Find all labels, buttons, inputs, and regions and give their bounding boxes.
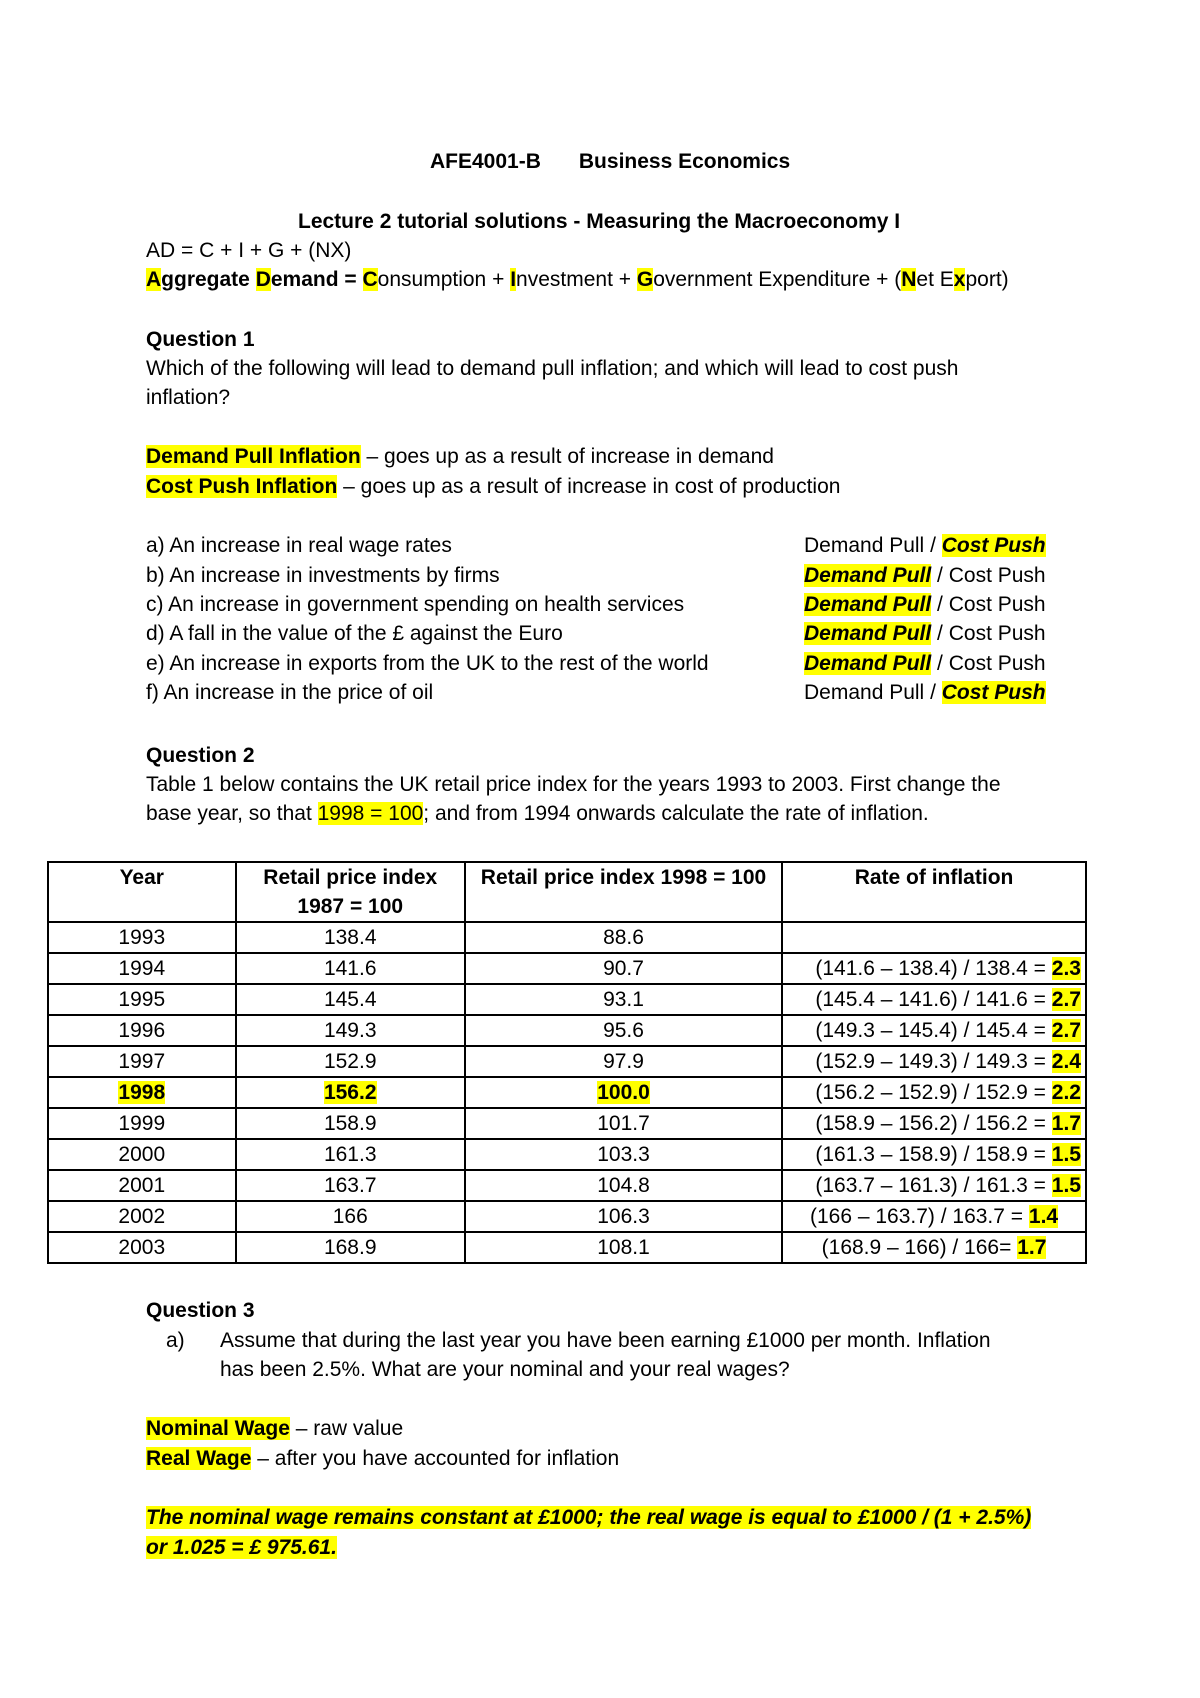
cell-rpi-1987 — [236, 1232, 465, 1263]
table-row — [48, 922, 1086, 953]
cell-year — [48, 1077, 236, 1108]
course-title — [430, 148, 790, 176]
cell-year — [48, 1139, 236, 1170]
item-answer — [804, 650, 1046, 678]
word-export: port) — [965, 268, 1009, 291]
cell-rpi-1998-value: 95.6 — [603, 1019, 644, 1042]
cell-rpi-1987 — [236, 984, 465, 1015]
option-demand-pull: Demand Pull — [804, 593, 932, 616]
item-answer — [804, 562, 1046, 590]
item-text: e) An increase in exports from the UK to the rest of the world — [146, 652, 709, 675]
cell-year — [48, 953, 236, 984]
text-segment: ; and from 1994 onwards calculate the rate of inflation. — [423, 802, 929, 825]
cell-rate — [782, 922, 1086, 953]
option-cost-push: Cost Push — [948, 593, 1046, 616]
cell-rpi-1998-value: 90.7 — [603, 957, 644, 980]
item-answer — [804, 591, 1046, 619]
cell-rpi-1987-value: 145.4 — [323, 988, 377, 1011]
definition-cost-push — [146, 473, 840, 501]
cell-year — [48, 922, 236, 953]
ad-formula: AD = C + I + G + (NX) — [146, 239, 352, 262]
letter-g: G — [636, 268, 654, 291]
cell-rate — [782, 1046, 1086, 1077]
cell-rpi-1998-value: 108.1 — [597, 1236, 650, 1259]
cell-rpi-1998-value: 97.9 — [603, 1050, 644, 1073]
cell-rpi-1998-value: 106.3 — [597, 1205, 650, 1228]
item-answer — [804, 679, 1046, 707]
cell-rpi-1987 — [236, 1015, 465, 1046]
rate-calculation: (166 – 163.7) / 163.7 = — [809, 1205, 1029, 1228]
cell-rpi-1987 — [236, 1077, 465, 1108]
word-government: overnment Expenditure + ( — [653, 268, 902, 291]
cell-year-value: 1993 — [118, 926, 166, 949]
cell-rate — [782, 1139, 1086, 1170]
cell-rpi-1998 — [465, 984, 782, 1015]
word-aggregate: ggregate — [161, 268, 256, 291]
question-2-text: Table 1 below contains the UK retail price index for the years 1993 to 2003. First change the — [146, 773, 1001, 796]
cell-rate — [782, 1077, 1086, 1108]
cell-rpi-1987 — [236, 1139, 465, 1170]
cell-rpi-1987 — [236, 1170, 465, 1201]
question-2-text-cont — [146, 800, 929, 828]
cell-rpi-1998 — [465, 1108, 782, 1139]
question-3a-label: a) — [166, 1329, 185, 1352]
page-subtitle: Lecture 2 tutorial solutions - Measuring the Macroeconomy I — [298, 210, 901, 233]
course-code: AFE4001-B — [430, 150, 541, 173]
cell-rate — [782, 1015, 1086, 1046]
cell-rpi-1998 — [465, 1015, 782, 1046]
rate-value: 2.3 — [1051, 957, 1081, 980]
option-cost-push: Cost Push — [941, 534, 1046, 557]
table-row — [48, 1108, 1086, 1139]
cell-rpi-1987 — [236, 922, 465, 953]
cell-rate — [782, 1170, 1086, 1201]
header-rpi-label: Retail price index — [263, 866, 438, 889]
item-text: b) An increase in investments by firms — [146, 564, 500, 587]
cell-rpi-1987-value: 141.6 — [323, 957, 377, 980]
definition-demand-pull — [146, 443, 774, 471]
rate-value: 2.7 — [1051, 988, 1081, 1011]
cell-rpi-1987-value: 158.9 — [323, 1112, 377, 1135]
cell-rpi-1987-value: 138.4 — [323, 926, 377, 949]
cell-rpi-1987-value: 166 — [332, 1205, 368, 1228]
cell-rpi-1987-value: 156.2 — [323, 1081, 377, 1104]
letter-n: N — [901, 268, 917, 291]
definition-real-wage — [146, 1445, 619, 1473]
cell-rpi-1998-value: 101.7 — [597, 1112, 650, 1135]
cell-rpi-1998 — [465, 1077, 782, 1108]
cell-rpi-1998-value: 104.8 — [597, 1174, 650, 1197]
letter-d: D — [255, 268, 271, 291]
word-demand: emand = — [270, 268, 363, 291]
cell-year-value: 1998 — [118, 1081, 166, 1104]
rate-calculation: (158.9 – 156.2) / 156.2 = — [815, 1112, 1052, 1135]
letter-c: C — [362, 268, 378, 291]
rate-value: 2.4 — [1051, 1050, 1081, 1073]
answer-line-1 — [146, 1504, 1031, 1532]
cell-rpi-1987-value: 163.7 — [323, 1174, 377, 1197]
item-answer — [804, 620, 1046, 648]
cell-year-value: 1999 — [118, 1112, 166, 1135]
word-net: et E — [916, 268, 954, 291]
term-demand-pull: Demand Pull Inflation — [146, 445, 361, 468]
item-text: c) An increase in government spending on health services — [146, 593, 685, 616]
cell-rpi-1987 — [236, 1108, 465, 1139]
option-separator: / — [931, 652, 949, 675]
base-year-highlight: 1998 = 100 — [317, 802, 424, 825]
cell-year-value: 1997 — [118, 1050, 166, 1073]
option-separator: / — [931, 593, 949, 616]
item-answer — [804, 532, 1046, 560]
rate-calculation: (141.6 – 138.4) / 138.4 = — [815, 957, 1052, 980]
question-1-heading: Question 1 — [146, 328, 255, 351]
question-1-text: Which of the following will lead to demand pull inflation; and which will lead to cost push — [146, 357, 959, 380]
answer-line-2 — [146, 1534, 337, 1562]
option-demand-pull: Demand Pull — [804, 622, 932, 645]
option-cost-push: Cost Push — [948, 652, 1046, 675]
cell-year — [48, 984, 236, 1015]
question-1-item — [146, 591, 684, 619]
letter-a: A — [146, 268, 162, 291]
letter-i: I — [510, 268, 517, 291]
header-rpi-base: 1987 = 100 — [297, 895, 404, 918]
rate-calculation: (161.3 – 158.9) / 158.9 = — [815, 1143, 1052, 1166]
cell-rpi-1987-value: 149.3 — [323, 1019, 377, 1042]
term-real-wage: Real Wage — [146, 1447, 252, 1470]
option-demand-pull: Demand Pull — [804, 564, 932, 587]
cell-rpi-1998 — [465, 1232, 782, 1263]
answer-text: The nominal wage remains constant at £1000; the real wage is equal to £1000 / (1 + 2.5%) — [146, 1506, 1032, 1529]
question-3a-text-cont: has been 2.5%. What are your nominal and your real wages? — [220, 1358, 790, 1381]
definition-text: – raw value — [289, 1417, 404, 1440]
definition-text: – after you have accounted for inflation — [251, 1447, 620, 1470]
rate-value: 1.5 — [1051, 1143, 1081, 1166]
table-row — [48, 1139, 1086, 1170]
item-text: d) A fall in the value of the £ against the Euro — [146, 622, 563, 645]
cell-year-value: 1994 — [118, 957, 166, 980]
rate-value: 1.5 — [1051, 1174, 1081, 1197]
cell-year-value: 1995 — [118, 988, 166, 1011]
rate-calculation: (168.9 – 166) / 166= — [821, 1236, 1018, 1259]
cell-rpi-1998-value: 103.3 — [597, 1143, 650, 1166]
option-demand-pull: Demand Pull — [804, 681, 925, 704]
table-row — [48, 1170, 1086, 1201]
option-demand-pull: Demand Pull — [804, 652, 932, 675]
cell-year-value: 2002 — [118, 1205, 166, 1228]
item-text: a) An increase in real wage rates — [146, 534, 452, 557]
header-rate: Rate of inflation — [782, 862, 1086, 922]
cell-year-value: 2003 — [118, 1236, 166, 1259]
cell-rpi-1998 — [465, 1170, 782, 1201]
answer-text: or 1.025 = £ 975.61. — [146, 1536, 337, 1559]
rate-calculation: (145.4 – 141.6) / 141.6 = — [815, 988, 1052, 1011]
cell-rate — [782, 1201, 1086, 1232]
cell-year — [48, 1046, 236, 1077]
rate-calculation: (163.7 – 161.3) / 161.3 = — [815, 1174, 1052, 1197]
rate-calculation: (156.2 – 152.9) / 152.9 = — [815, 1081, 1052, 1104]
term-cost-push: Cost Push Inflation — [146, 475, 338, 498]
letter-x: x — [953, 268, 966, 291]
rpi-table — [47, 861, 1087, 1264]
table-row — [48, 1201, 1086, 1232]
cell-rpi-1998-value: 88.6 — [603, 926, 644, 949]
cell-rpi-1998 — [465, 953, 782, 984]
cell-rpi-1987 — [236, 1046, 465, 1077]
text-segment: base year, so that — [146, 802, 318, 825]
option-separator: / — [924, 681, 942, 704]
cell-year-value: 2000 — [118, 1143, 166, 1166]
rate-value: 2.7 — [1051, 1019, 1081, 1042]
item-text: f) An increase in the price of oil — [146, 681, 434, 704]
definition-text: – goes up as a result of increase in cost of production — [337, 475, 841, 498]
option-demand-pull: Demand Pull — [804, 534, 925, 557]
cell-rpi-1987-value: 168.9 — [323, 1236, 377, 1259]
cell-rpi-1998-value: 93.1 — [603, 988, 644, 1011]
question-1-item — [146, 532, 452, 560]
cell-year — [48, 1108, 236, 1139]
option-separator: / — [931, 622, 949, 645]
question-1-item — [146, 679, 433, 707]
ad-expansion — [146, 266, 1009, 294]
question-3a-text: Assume that during the last year you have been earning £1000 per month. Inflation — [220, 1329, 991, 1352]
option-cost-push: Cost Push — [948, 622, 1046, 645]
word-consumption: onsumption + — [377, 268, 511, 291]
cell-year — [48, 1170, 236, 1201]
cell-year — [48, 1201, 236, 1232]
cell-rpi-1987 — [236, 953, 465, 984]
course-name: Business Economics — [578, 150, 791, 173]
question-3-heading: Question 3 — [146, 1299, 255, 1322]
header-year: Year — [48, 862, 236, 922]
definition-nominal-wage — [146, 1415, 403, 1443]
question-1-item — [146, 620, 563, 648]
cell-rpi-1987-value: 161.3 — [323, 1143, 377, 1166]
cell-rpi-1987 — [236, 1201, 465, 1232]
cell-rate — [782, 1108, 1086, 1139]
cell-rpi-1998 — [465, 1046, 782, 1077]
word-investment: nvestment + — [516, 268, 637, 291]
rate-value: 2.2 — [1051, 1081, 1081, 1104]
cell-rate — [782, 953, 1086, 984]
question-1-item — [146, 562, 500, 590]
table-row — [48, 1046, 1086, 1077]
table-row — [48, 984, 1086, 1015]
option-cost-push: Cost Push — [948, 564, 1046, 587]
option-cost-push: Cost Push — [941, 681, 1046, 704]
header-rpi-1987 — [236, 862, 465, 922]
rate-value: 1.4 — [1028, 1205, 1059, 1228]
cell-rpi-1998 — [465, 1139, 782, 1170]
rate-calculation: (152.9 – 149.3) / 149.3 = — [815, 1050, 1052, 1073]
question-2-heading: Question 2 — [146, 744, 255, 767]
cell-rate — [782, 984, 1086, 1015]
rate-value: 1.7 — [1051, 1112, 1081, 1135]
table-row — [48, 1077, 1086, 1108]
option-separator: / — [931, 564, 949, 587]
header-rpi-1998: Retail price index 1998 = 100 — [465, 862, 782, 922]
option-separator: / — [924, 534, 942, 557]
cell-rate — [782, 1232, 1086, 1263]
table-row — [48, 953, 1086, 984]
question-1-item — [146, 650, 709, 678]
table-row — [48, 1232, 1086, 1263]
cell-year — [48, 1015, 236, 1046]
term-nominal-wage: Nominal Wage — [146, 1417, 290, 1440]
rate-value: 1.7 — [1017, 1236, 1047, 1259]
cell-year-value: 1996 — [118, 1019, 166, 1042]
cell-year — [48, 1232, 236, 1263]
cell-rpi-1998 — [465, 922, 782, 953]
cell-rpi-1998-value: 100.0 — [597, 1081, 650, 1104]
cell-rpi-1998 — [465, 1201, 782, 1232]
question-1-text-cont: inflation? — [146, 386, 231, 409]
definition-text: – goes up as a result of increase in demand — [360, 445, 774, 468]
rate-calculation: (149.3 – 145.4) / 145.4 = — [815, 1019, 1052, 1042]
cell-rpi-1987-value: 152.9 — [323, 1050, 377, 1073]
cell-year-value: 2001 — [118, 1174, 166, 1197]
table-row — [48, 1015, 1086, 1046]
